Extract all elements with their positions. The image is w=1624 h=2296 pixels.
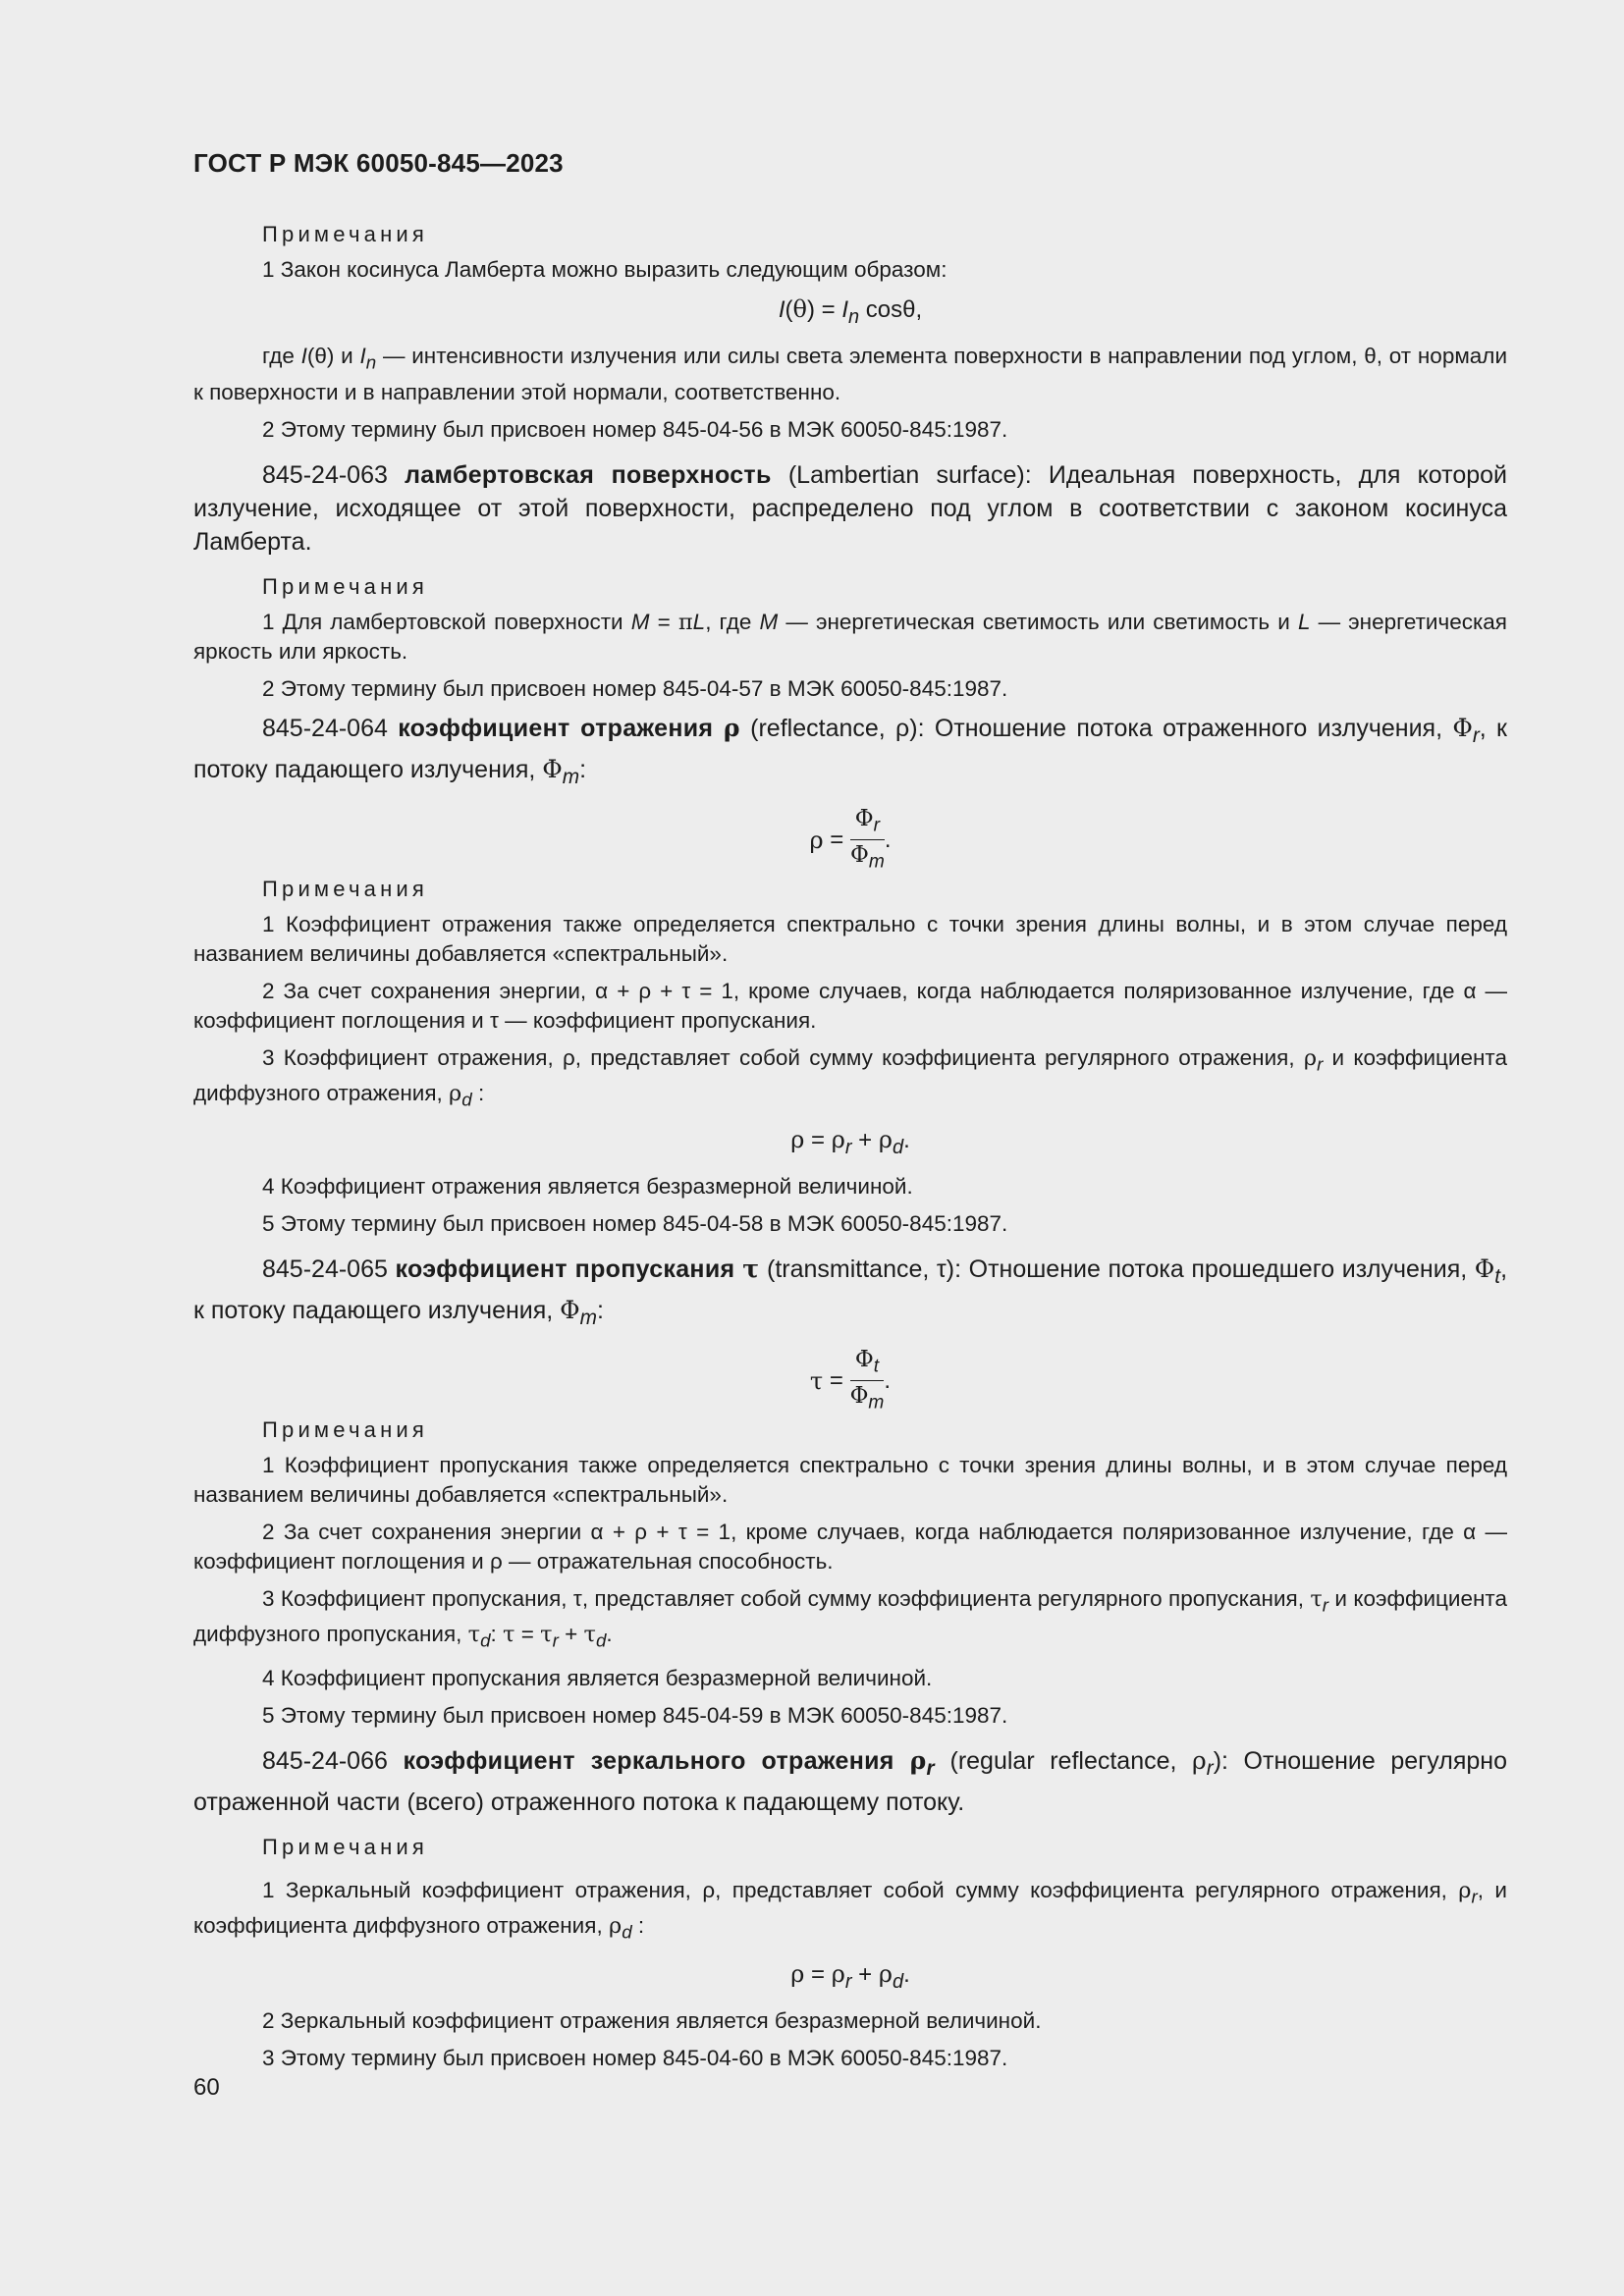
note-text: 4 Коэффициент пропускания является безразмерной величиной. [262, 1665, 933, 1690]
notes-heading: Примечания [262, 876, 429, 901]
note-text: 2 За счет сохранения энергии α + ρ + τ = 1, кроме случаев, когда наблюдается поляризованное излучение, где α — коэффициент поглощения и ρ — отражательная способность. [193, 1519, 1507, 1574]
page-number: 60 [193, 2074, 220, 2101]
notes-heading: Примечания [262, 1416, 429, 1442]
term-entry-066: 845-24-066 коэффициент зеркального отражения $\rho_r$ (regular reflectance, $\rho_r$): Отношение регулярно отраженной части (всего) отраженного потока к падающему потоку. [193, 1745, 1507, 1816]
note-text: 1 Коэффициент отражения также определяется спектрально с точки зрения длины волны, и в этом случае перед названием величины добавляется «спектральный». [193, 911, 1507, 966]
document-body [193, 222, 1507, 2081]
note-text: 5 Этому термину был присвоен номер 845-04-59 в МЭК 60050-845:1987. [262, 1702, 1008, 1728]
term-name: коэффициент отражения ρ [398, 713, 740, 742]
note-text: 2 Этому термину был присвоен номер 845-04-56 в МЭК 60050-845:1987. [262, 416, 1008, 442]
term-entry-065: 845-24-065 коэффициент пропускания τ (transmittance, τ): Отношение потока прошедшего излучения, $\Phi_t$, к потоку падающего излучения, $\Phi_m$: [193, 1254, 1508, 1329]
notes-heading: Примечания [262, 1834, 429, 1859]
note-text: 2 Этому термину был присвоен номер 845-04-57 в МЭК 60050-845:1987. [262, 675, 1008, 701]
notes-heading: Примечания [262, 222, 429, 246]
note-text: 5 Этому термину был присвоен номер 845-04-58 в МЭК 60050-845:1987. [262, 1210, 1008, 1236]
formula-transmittance: τ = $\frac{\Phi_t}{\Phi_m}$ . [809, 1346, 892, 1414]
term-name: коэффициент зеркального отражения $\rho_r$ [403, 1745, 935, 1780]
note-text: 3 Коэффициент пропускания, τ, представляет собой сумму коэффициента регулярного пропускания, $\tau_r$ и коэффициента диффузного пропускания, $\tau_d$: $\tau = \tau_r + \tau_d$. [193, 1585, 1507, 1651]
formula-regular-reflectance-sum: $\rho = \rho_r + \rho_d$. [790, 1959, 910, 1993]
term-name: ламбертовская поверхность [405, 460, 772, 489]
note-text: 1 Зеркальный коэффициент отражения, ρ, представляет собой сумму коэффициента регулярного отражения, $\rho_r$, и коэффициента диффузного отражения, $\rho_d$ : [193, 1877, 1507, 1943]
note-text: 1 Коэффициент пропускания также определяется спектрально с точки зрения длины волны, и в этом случае перед названием величины добавляется «спектральный». [193, 1452, 1507, 1507]
note-text: 4 Коэффициент отражения является безразмерной величиной. [262, 1173, 913, 1199]
notes-heading: Примечания [262, 573, 429, 599]
term-entry-063: 845-24-063 ламбертовская поверхность (Lambertian surface): Идеальная поверхность, для которой излучение, исходящее от этой поверхности, распределено под углом в соответствии с законом косинуса Ламберта. [193, 460, 1508, 556]
term-name: коэффициент пропускания τ [395, 1254, 760, 1283]
note-text: 3 Этому термину был присвоен номер 845-04-60 в МЭК 60050-845:1987. [262, 2045, 1008, 2070]
note-text: 3 Коэффициент отражения, ρ, представляет собой сумму коэффициента регулярного отражения, $\rho_r$ и коэффициента диффузного отражения, $\rho_d$ : [193, 1044, 1508, 1110]
formula-reflectance-sum: $\rho = \rho_r + \rho_d$. [790, 1125, 910, 1158]
note-text: 1 Закон косинуса Ламберта можно выразить следующим образом: [262, 257, 947, 282]
note-text: 2 За счет сохранения энергии, α + ρ + τ = 1, кроме случаев, когда наблюдается поляризованное излучение, где α — коэффициент поглощения и τ — коэффициент пропускания. [193, 978, 1507, 1033]
term-entry-064: 845-24-064 коэффициент отражения ρ (reflectance, ρ): Отношение потока отраженного излучения, $\Phi_r$, к потоку падающего излучения, $\Phi_m$: [193, 713, 1507, 788]
note-text: 1 Для ламбертовской поверхности M = πL, где M — энергетическая светимость или светимость и L — энергетическая яркость или яркость. [193, 609, 1507, 664]
formula-lambert: $I(\theta) = I_n$ cosθ, [778, 295, 923, 328]
document-header: ГОСТ Р МЭК 60050-845—2023 [193, 148, 564, 178]
note-text: 2 Зеркальный коэффициент отражения является безразмерной величиной. [262, 2007, 1042, 2033]
note-text: где I(θ) и $I_n$ — интенсивности излучения или силы света элемента поверхности в направлении под углом, θ, от нормали к поверхности и в направлении этой нормали, соответственно. [193, 344, 1508, 404]
formula-reflectance: ρ = $\frac{\Phi_r}{\Phi_m}$ . [809, 805, 892, 873]
